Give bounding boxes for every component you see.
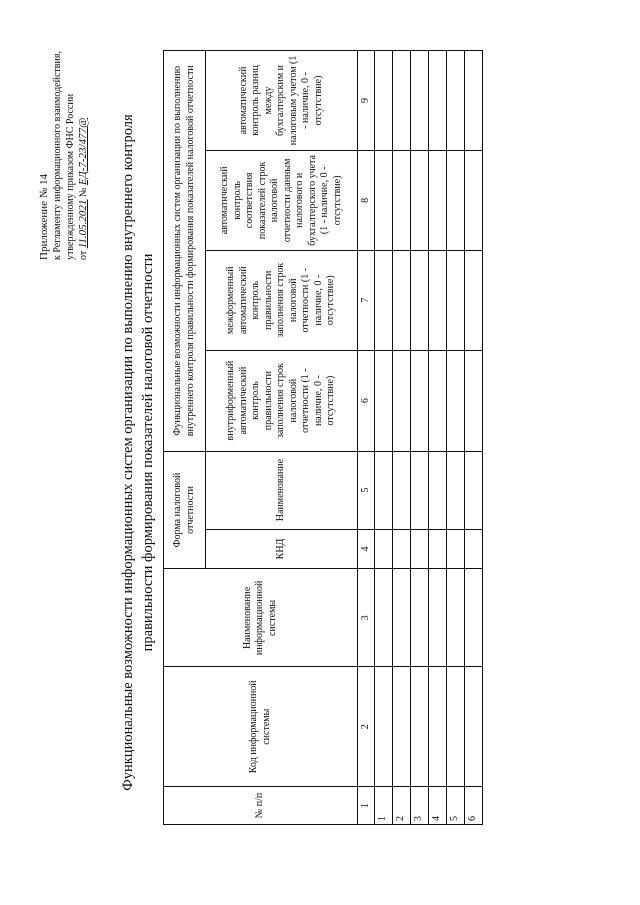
col-number: 6 — [358, 350, 375, 451]
empty-cell — [465, 250, 483, 350]
col-number: 9 — [358, 51, 375, 151]
document-title — [118, 0, 158, 905]
table-row — [375, 51, 393, 825]
appendix-header — [38, 10, 90, 260]
empty-cell — [411, 529, 429, 569]
empty-cell — [465, 667, 483, 787]
empty-cell — [375, 569, 393, 667]
empty-cell — [375, 529, 393, 569]
header-functions-group: Функциональные возможности информационных систем организации по выполнению внутреннего контроля правильности формирования показателей налоговой отчетности — [164, 51, 206, 452]
row-number: 5 — [447, 787, 465, 825]
empty-cell — [393, 350, 411, 451]
table-row — [393, 51, 411, 825]
header-col-9: автоматический контроль разниц между бухгалтерским и налоговым учетом (1 - наличие, 0 - отсутствие) — [206, 51, 358, 151]
empty-cell — [375, 150, 393, 250]
empty-cell — [411, 350, 429, 451]
empty-cell — [447, 569, 465, 667]
empty-cell — [375, 51, 393, 151]
empty-cell — [393, 250, 411, 350]
row-number: 2 — [393, 787, 411, 825]
empty-cell — [429, 350, 447, 451]
empty-cell — [411, 569, 429, 667]
empty-cell — [411, 150, 429, 250]
order-number: ЕД-7-23/477@ — [77, 117, 89, 186]
empty-cell — [429, 529, 447, 569]
appendix-line-2: утвержденному приказом ФНС России — [65, 93, 76, 260]
table-row — [447, 51, 465, 825]
row-number: 6 — [465, 787, 483, 825]
empty-cell — [447, 350, 465, 451]
col-number: 2 — [358, 667, 375, 787]
empty-cell — [429, 150, 447, 250]
table-row — [465, 51, 483, 825]
col-number: 8 — [358, 150, 375, 250]
appendix-number: Приложение № 14 — [38, 173, 50, 260]
col-number: 4 — [358, 529, 375, 569]
order-no: № — [78, 187, 89, 198]
appendix-line-1: к Регламенту информационного взаимодействия, — [52, 51, 63, 260]
empty-cell — [447, 529, 465, 569]
empty-cell — [429, 667, 447, 787]
empty-cell — [411, 451, 429, 529]
empty-cell — [393, 150, 411, 250]
col-number: 5 — [358, 451, 375, 529]
col-number: 3 — [358, 569, 375, 667]
empty-cell — [465, 529, 483, 569]
empty-cell — [447, 250, 465, 350]
empty-cell — [411, 667, 429, 787]
header-col-7: межформенный автоматический контроль правильности заполнения строк налоговой отчетности (1 - наличие, 0 - отсутствие) — [206, 250, 358, 350]
empty-cell — [411, 51, 429, 151]
header-knd: КНД — [206, 529, 358, 569]
header-col-6: внутриформенный автоматический контроль правильности заполнения строк налоговой отчетности (1 - наличие, 0 - отсутствие) — [206, 350, 358, 451]
empty-cell — [447, 150, 465, 250]
row-number: 4 — [429, 787, 447, 825]
empty-cell — [465, 350, 483, 451]
order-date: 11.05.2021 — [77, 199, 89, 249]
header-form-group: Форма налоговой отчетности — [164, 451, 206, 569]
col-number: 1 — [358, 787, 375, 825]
empty-cell — [375, 667, 393, 787]
header-form-name: Наименование — [206, 451, 358, 529]
empty-cell — [429, 451, 447, 529]
empty-cell — [465, 569, 483, 667]
column-numbering-row — [358, 51, 375, 825]
empty-cell — [375, 250, 393, 350]
header-col-8: автоматический контроль соответствия показателей строк налоговой отчетности данным налогового и бухгалтерского учета (1 - наличие, 0 - отсутствие) — [206, 150, 358, 250]
empty-cell — [465, 451, 483, 529]
title-line-1: Функциональные возможности информационных систем организации по выполнению внутреннего контроля — [120, 114, 136, 791]
empty-cell — [465, 150, 483, 250]
empty-cell — [393, 51, 411, 151]
header-code: Код информационной системы — [164, 667, 358, 787]
row-number: 1 — [375, 787, 393, 825]
empty-cell — [411, 250, 429, 350]
empty-cell — [393, 451, 411, 529]
empty-cell — [393, 529, 411, 569]
empty-cell — [429, 569, 447, 667]
empty-cell — [447, 51, 465, 151]
empty-cell — [393, 667, 411, 787]
table-row — [429, 51, 447, 825]
header-system-name: Наименование информационной системы — [164, 569, 358, 667]
title-line-2: правильности формирования показателей налоговой отчетности — [140, 253, 156, 652]
empty-cell — [465, 51, 483, 151]
empty-cell — [447, 667, 465, 787]
table-row — [411, 51, 429, 825]
empty-cell — [429, 250, 447, 350]
header-num: № п/п — [164, 787, 358, 825]
controls-table — [163, 50, 483, 825]
empty-cell — [375, 350, 393, 451]
row-number: 3 — [411, 787, 429, 825]
empty-cell — [429, 51, 447, 151]
appendix-order-line — [77, 10, 90, 260]
col-number: 7 — [358, 250, 375, 350]
empty-cell — [375, 451, 393, 529]
order-from: от — [78, 250, 89, 260]
empty-cell — [393, 569, 411, 667]
empty-cell — [447, 451, 465, 529]
